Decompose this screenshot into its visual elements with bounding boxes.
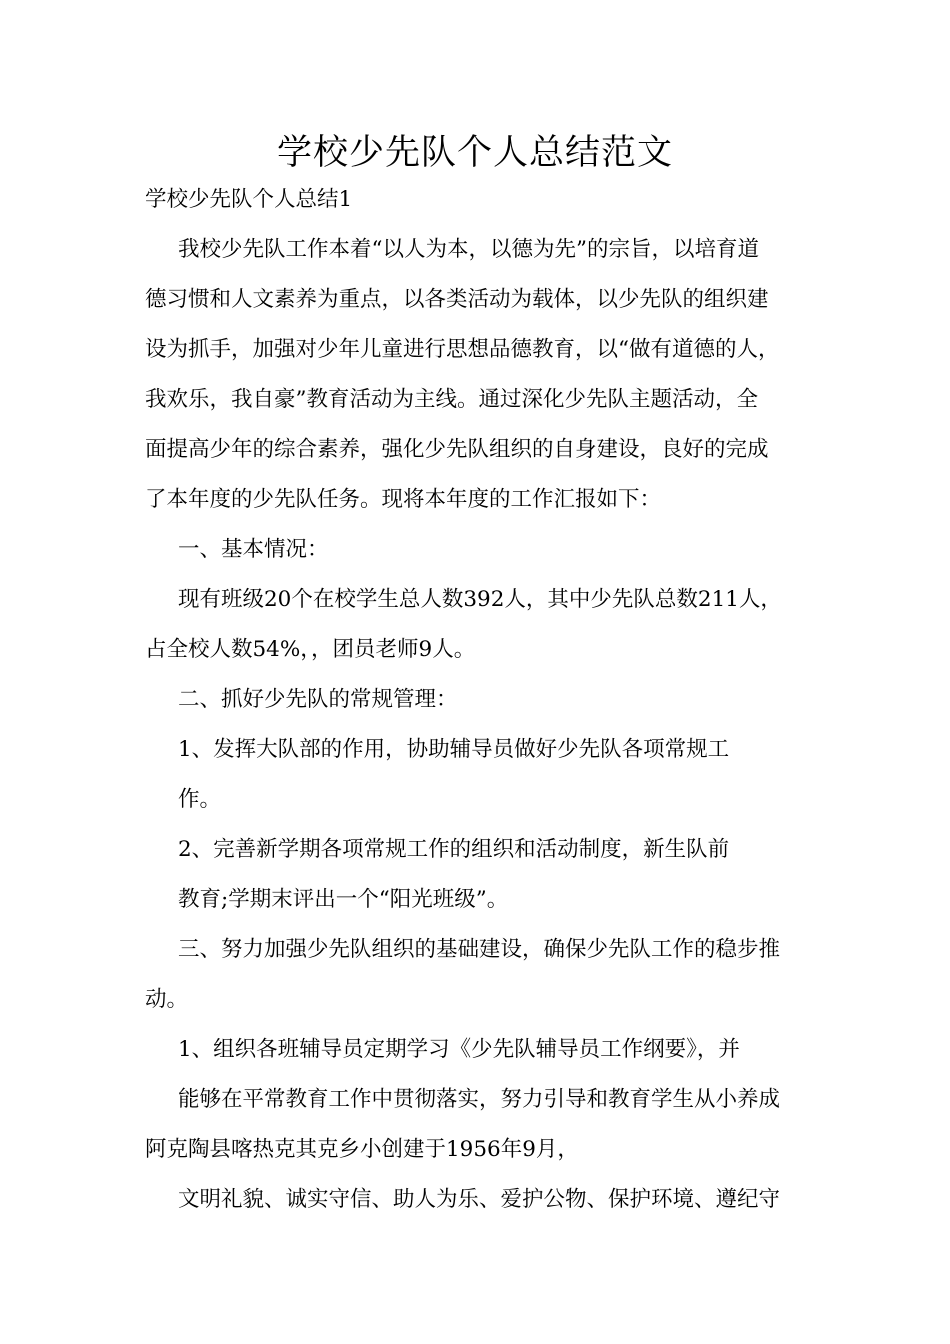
document-title: 学校少先队个人总结范文 [276, 133, 673, 173]
body-line: 阿克陶县喀热克其克乡小创建于1956年9月， [145, 1137, 579, 1162]
body-line: 占全校人数54%，，团员老师9人。 [145, 637, 476, 662]
list-item: 2、完善新学期各项常规工作的组织和活动制度，新生队前 [178, 837, 730, 862]
body-line: 文明礼貌、诚实守信、助人为乐、爱护公物、保护环境、遵纪守 [178, 1187, 781, 1212]
body-line: 我校少先队工作本着“以人为本，以德为先”的宗旨，以培育道 [178, 237, 759, 262]
body-line: 现有班级20个在校学生总人数392人，其中少先队总数211人， [178, 587, 782, 612]
list-item: 1、组织各班辅导员定期学习《少先队辅导员工作纲要》，并 [178, 1037, 740, 1062]
body-line: 德习惯和人文素养为重点，以各类活动为载体，以少先队的组织建 [145, 287, 769, 312]
section-heading: 一、基本情况： [178, 537, 329, 562]
list-item: 1、发挥大队部的作用，协助辅导员做好少先队各项常规工 [178, 737, 730, 762]
list-item: 教育;学期末评出一个“阳光班级”。 [178, 887, 509, 912]
body-line: 能够在平常教育工作中贯彻落实，努力引导和教育学生从小养成 [178, 1087, 781, 1112]
body-line: 了本年度的少先队任务。现将本年度的工作汇报如下： [145, 487, 662, 512]
section-heading: 二、抓好少先队的常规管理： [178, 687, 458, 712]
body-line: 动。 [145, 987, 189, 1012]
body-line: 设为抓手，加强对少年儿童进行思想品德教育，以“做有道德的人， [145, 337, 780, 362]
body-line: 面提高少年的综合素养，强化少先队组织的自身建设，良好的完成 [145, 437, 769, 462]
section-heading: 三、努力加强少先队组织的基础建设，确保少先队工作的稳步推 [178, 937, 781, 962]
document-subtitle: 学校少先队个人总结1 [145, 187, 353, 212]
list-item: 作。 [178, 787, 222, 812]
body-line: 我欢乐，我自豪”教育活动为主线。通过深化少先队主题活动，全 [145, 387, 758, 412]
